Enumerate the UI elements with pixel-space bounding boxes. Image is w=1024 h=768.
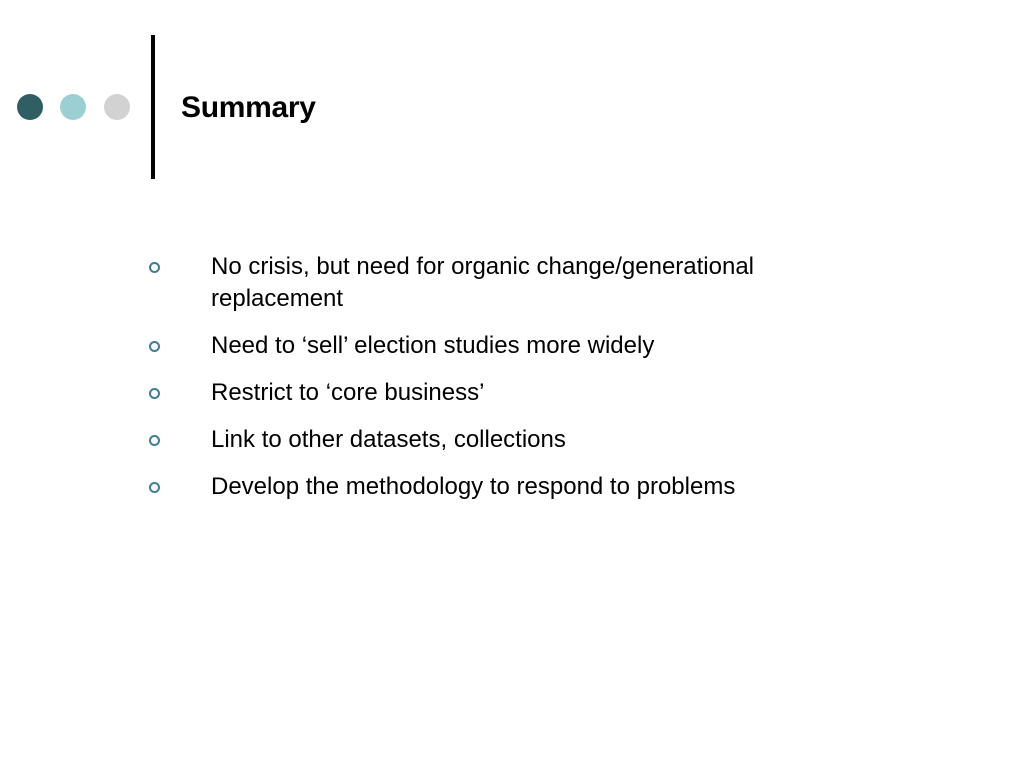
bullet-item [148,377,868,409]
bullet-text: No crisis, but need for organic change/generational replacement [211,253,754,312]
bullet-circle-icon [149,388,160,399]
decor-dot-gray [104,94,130,120]
bullet-circle-icon [149,262,160,273]
bullet-text: Restrict to ‘core business’ [211,379,485,406]
bullet-item [148,424,868,456]
bullet-text: Link to other datasets, collections [211,426,566,453]
title-divider [151,35,155,179]
bullet-circle-icon [149,482,160,493]
bullet-item [148,471,868,503]
slide-title: Summary [181,91,316,124]
decor-dot-light-teal [60,94,86,120]
decor-dot-dark-teal [17,94,43,120]
bullet-item [148,251,868,315]
bullet-circle-icon [149,341,160,352]
bullet-item [148,330,868,362]
bullet-circle-icon [149,435,160,446]
bullet-text: Need to ‘sell’ election studies more widely [211,332,655,359]
bullet-list [148,251,868,518]
bullet-text: Develop the methodology to respond to problems [211,473,736,500]
